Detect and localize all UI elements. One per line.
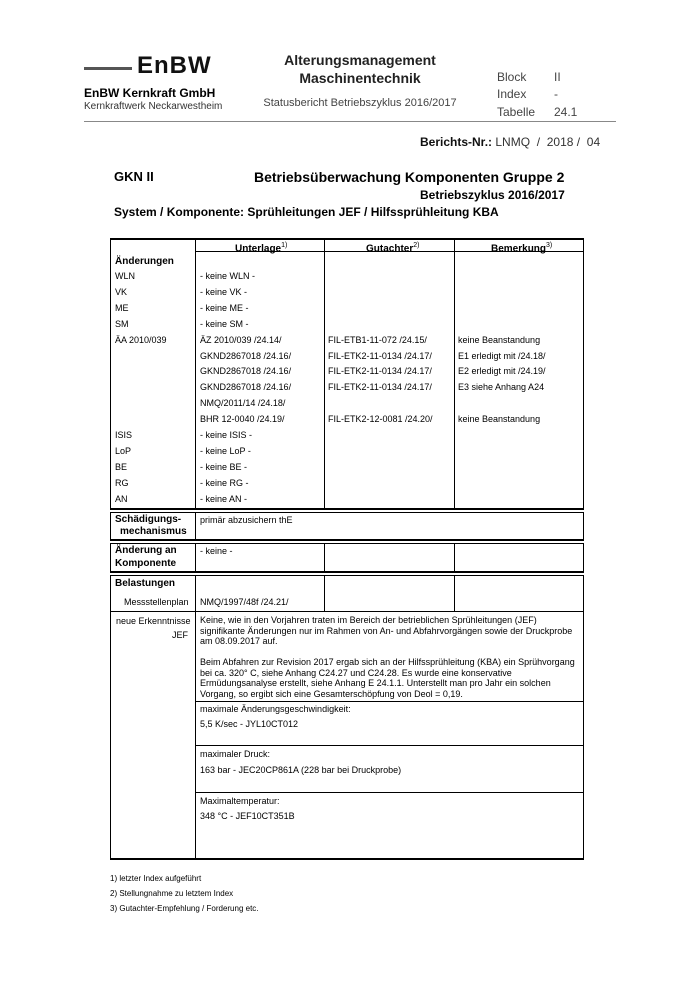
header-title-2: Maschinentechnik (299, 70, 421, 86)
row-label: WLN (115, 271, 135, 281)
col-unterlage-fn: 1) (281, 242, 288, 249)
messstellenplan-value: NMQ/1997/48f /24.21/ (200, 597, 289, 607)
row-bemerkung: E3 siehe Anhang A24 (458, 382, 545, 393)
row-unterlage: - keine ME - (200, 302, 249, 313)
row-unterlage: GKND2867018 /24.16/ (200, 382, 292, 393)
row-unterlage: - keine AN - (200, 493, 248, 504)
aenderung-komponente-label-1: Änderung an (115, 545, 177, 556)
footnote-3: 3) Gutachter-Empfehlung / Forderung etc. (110, 904, 259, 913)
row-label: BE (115, 461, 128, 472)
schaedigung-value: primär abzusichern thE (200, 515, 293, 525)
gkn-label: GKN II (114, 169, 154, 184)
aenderung-komponente-label-2: Komponente (115, 558, 177, 569)
row-gutachter: FIL-ETK2-11-0134 /24.17/ (328, 382, 432, 393)
report-part1: LNMQ (495, 135, 531, 149)
max-druck-label: maximaler Druck: (200, 749, 271, 759)
max-temperatur-label: Maximaltemperatur: (200, 796, 280, 806)
header-title-1: Alterungsmanagement (284, 52, 436, 68)
row-label: RG (115, 477, 129, 488)
row-bemerkung: keine Beanstandung (458, 334, 541, 345)
row-unterlage: ÄZ 2010/039 /24.14/ (200, 334, 282, 345)
report-part2: 2018 (546, 135, 574, 149)
system-label: System / Komponente: Sprühleitungen JEF / Hilfssprühleitung KBA (114, 205, 499, 219)
row-bemerkung: E1 erledigt mit /24.18/ (458, 350, 546, 361)
footnote-2: 2) Stellungnahme zu letztem Index (110, 889, 234, 898)
aenderung-komponente-value: - keine - (200, 546, 233, 556)
col-gutachter-text: Gutachter (366, 243, 414, 255)
company-name: EnBW Kernkraft GmbH (84, 86, 216, 100)
row-label: ÄA 2010/039 (115, 334, 167, 345)
row-label: AN (115, 493, 128, 504)
neue-erkenntnisse-paragraph-2: Beim Abfahren zur Revision 2017 ergab sich an der Hilfssprühleitung (KBA) ein Sprühvorgang bei ca. 320° C, siehe Anhang C24.27 und C24.28. Es wurde eine konservative Ermüdungsanalyse erstellt, siehe Anhang E 24.1.1. Unterstellt man pro Jahr ein solchen Vorgang, so ergibt sich eine Gesamterschöpfung von Deol = 0,19. (200, 657, 575, 699)
row-unterlage: - keine WLN - (200, 271, 256, 281)
row-label: ISIS (115, 430, 133, 440)
plant-name: Kernkraftwerk Neckarwestheim (84, 101, 223, 112)
aenderungen-label: Änderungen (115, 256, 174, 267)
index-value: - (554, 87, 558, 101)
row-label: SM (115, 318, 129, 329)
max-temperatur-value: 348 °C - JEF10CT351B (200, 811, 295, 821)
schaedigung-label-2: mechanismus (120, 526, 187, 537)
neue-erkenntnisse-paragraph-1: Keine, wie in den Vorjahren traten im Bereich der betrieblichen Sprühleitungen (JEF) signifikante Änderungen nur im Rahmen von An- und Abfahrvorgängen sowie der Druckprobe am 08.09.2017 auf. (200, 615, 573, 647)
col-gutachter-fn: 2) (413, 242, 420, 249)
row-gutachter: FIL-ETK2-11-0134 /24.17/ (328, 366, 432, 377)
schaedigung-label-1: Schädigungs- (115, 514, 182, 525)
row-gutachter: FIL-ETK2-12-0081 /24.20/ (328, 414, 433, 425)
aenderungsgeschwindigkeit-label: maximale Änderungsgeschwindigkeit: (200, 704, 351, 714)
report-part3: 04 (586, 135, 601, 149)
col-bemerkung-header (491, 240, 552, 254)
aenderungsgeschwindigkeit-value: 5,5 K/sec - JYL10CT012 (200, 719, 299, 729)
row-gutachter: FIL-ETB1-11-072 /24.15/ (328, 334, 427, 345)
row-gutachter: FIL-ETK2-11-0134 /24.17/ (328, 350, 432, 361)
index-label: Index (497, 87, 527, 101)
footnote-1: 1) letzter Index aufgeführt (110, 874, 202, 883)
cycle-label: Betriebszyklus 2016/2017 (420, 188, 565, 202)
row-unterlage: - keine RG - (200, 477, 249, 488)
row-unterlage: NMQ/2011/14 /24.18/ (200, 398, 286, 409)
row-bemerkung: keine Beanstandung (458, 414, 541, 425)
col-unterlage-text: Unterlage (235, 243, 282, 255)
row-bemerkung: E2 erledigt mit /24.19/ (458, 366, 546, 377)
row-unterlage: - keine BE - (200, 461, 248, 472)
report-sep2: / (576, 135, 581, 149)
max-druck-value: 163 bar - JEC20CP861A (228 bar bei Druckprobe) (200, 765, 402, 775)
row-unterlage: GKND2867018 /24.16/ (200, 366, 292, 377)
report-label: Berichts-Nr.: (420, 135, 493, 149)
row-label: LoP (115, 445, 132, 456)
messstellenplan-label: Messstellenplan (124, 597, 189, 607)
section-title: Betriebsüberwachung Komponenten Gruppe 2 (254, 169, 565, 185)
belastungen-label: Belastungen (115, 578, 176, 589)
report-number (420, 135, 600, 149)
row-unterlage: - keine SM - (200, 318, 249, 329)
report-sep1: / (536, 135, 541, 149)
row-unterlage: GKND2867018 /24.16/ (200, 350, 292, 361)
col-bemerkung-fn: 3) (546, 242, 553, 249)
table-label: Tabelle (497, 105, 536, 119)
header-subtitle: Statusbericht Betriebszyklus 2016/2017 (263, 97, 457, 109)
block-label: Block (497, 70, 527, 84)
col-unterlage-header (235, 240, 287, 254)
block-value: II (554, 70, 561, 84)
row-unterlage: - keine VK - (200, 286, 248, 297)
col-gutachter-header (366, 240, 419, 254)
row-unterlage: - keine ISIS - (200, 430, 253, 440)
row-unterlage: - keine LoP - (200, 445, 251, 456)
row-unterlage: BHR 12-0040 /24.19/ (200, 414, 285, 425)
table-value: 24.1 (554, 105, 578, 119)
neue-erkenntnisse-label: neue Erkenntnisse (116, 616, 191, 626)
row-label: VK (115, 286, 128, 297)
row-label: ME (115, 302, 129, 313)
col-bemerkung-text: Bemerkung (491, 243, 547, 255)
logo-line (84, 67, 132, 70)
enbw-logo: EnBW (137, 52, 212, 79)
neue-erkenntnisse-sub: JEF (172, 630, 189, 640)
header-rule (84, 121, 616, 122)
